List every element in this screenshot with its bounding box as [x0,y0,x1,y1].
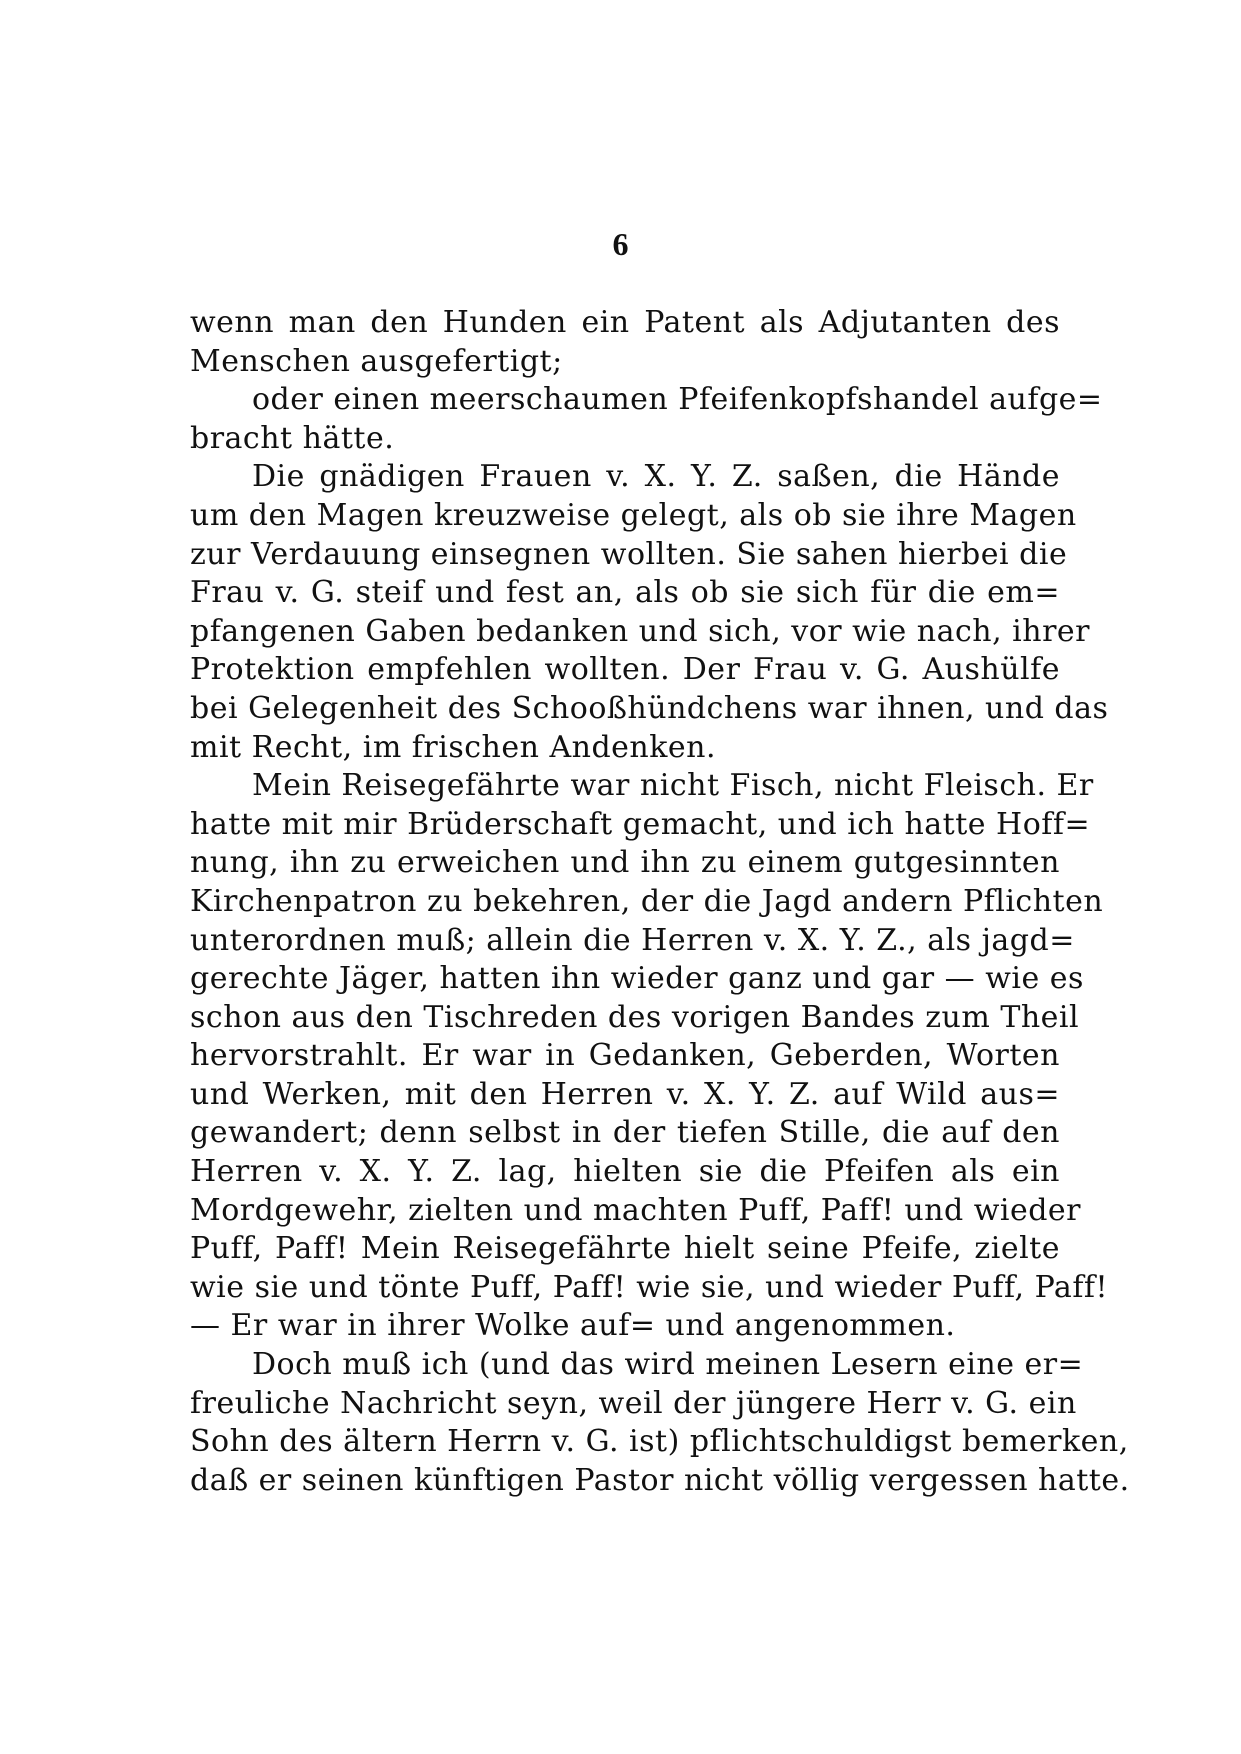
text-line: freuliche Nachricht seyn, weil der jüngere Herr v. G. ein [190,1385,1077,1421]
text-line: Die gnädigen Frauen v. X. Y. Z. saßen, die Hände [252,459,1060,495]
text-line: — Er war in ihrer Wolke auf= und angenommen. [190,1308,956,1344]
text-line: um den Magen kreuzweise gelegt, als ob sie ihre Magen [190,497,1077,533]
text-line: oder einen meerschaumen Pfeifenkopfshandel aufge= [252,382,1103,418]
page-number: 6 [612,226,629,262]
text-line: gerechte Jäger, hatten ihn wieder ganz und gar — wie es [190,961,1084,997]
text-line: Frau v. G. steif und fest an, als ob sie sich für die em= [190,575,1060,611]
text-line: pfangenen Gaben bedanken und sich, vor wie nach, ihrer [190,613,1091,649]
text-line: und Werken, mit den Herren v. X. Y. Z. auf Wild aus= [190,1076,1060,1112]
text-line: Kirchenpatron zu bekehren, der die Jagd andern Pflichten [190,883,1104,919]
text-line: Sohn des ältern Herrn v. G. ist) pflichtschuldigst bemerken, [190,1424,1129,1460]
text-line: Mordgewehr, zielten und machten Puff, Paff! und wieder [190,1192,1082,1228]
text-line: Puff, Paff! Mein Reisegefährte hielt seine Pfeife, zielte [190,1231,1060,1267]
text-line: gewandert; denn selbst in der tiefen Stille, die auf den [190,1115,1060,1151]
text-line: hatte mit mir Brüderschaft gemacht, und ich hatte Hoff= [190,806,1091,842]
text-line: hervorstrahlt. Er war in Gedanken, Geberden, Worten [190,1038,1060,1074]
text-line: Doch muß ich (und das wird meinen Lesern eine er= [252,1347,1084,1383]
text-line: nung, ihn zu erweichen und ihn zu einem gutgesinnten [190,845,1060,881]
text-line: unterordnen muß; allein die Herren v. X. Y. Z., als jagd= [190,922,1075,958]
text-line: bei Gelegenheit des Schooßhündchens war ihnen, und das [190,690,1109,726]
text-line: schon aus den Tischreden des vorigen Bandes zum Theil [190,999,1080,1035]
text-line: mit Recht, im frischen Andenken. [190,729,717,765]
text-line: Protektion empfehlen wollten. Der Frau v. G. Aushülfe [190,652,1060,688]
text-line: Mein Reisegefährte war nicht Fisch, nicht Fleisch. Er [252,768,1094,804]
text-line: wie sie und tönte Puff, Paff! wie sie, und wieder Puff, Paff! [190,1269,1109,1305]
text-line: wenn man den Hunden ein Patent als Adjutanten des [190,305,1060,340]
text-line: zur Verdauung einsegnen wollten. Sie sahen hierbei die [190,536,1068,572]
text-line: bracht hätte. [190,420,395,456]
text-line: Menschen ausgefertigt; [190,343,563,379]
text-line: daß er seinen künftigen Pastor nicht völlig vergessen hatte. [190,1462,1130,1498]
text-line: Herren v. X. Y. Z. lag, hielten sie die Pfeifen als ein [190,1154,1060,1190]
body-text [190,304,1130,1500]
